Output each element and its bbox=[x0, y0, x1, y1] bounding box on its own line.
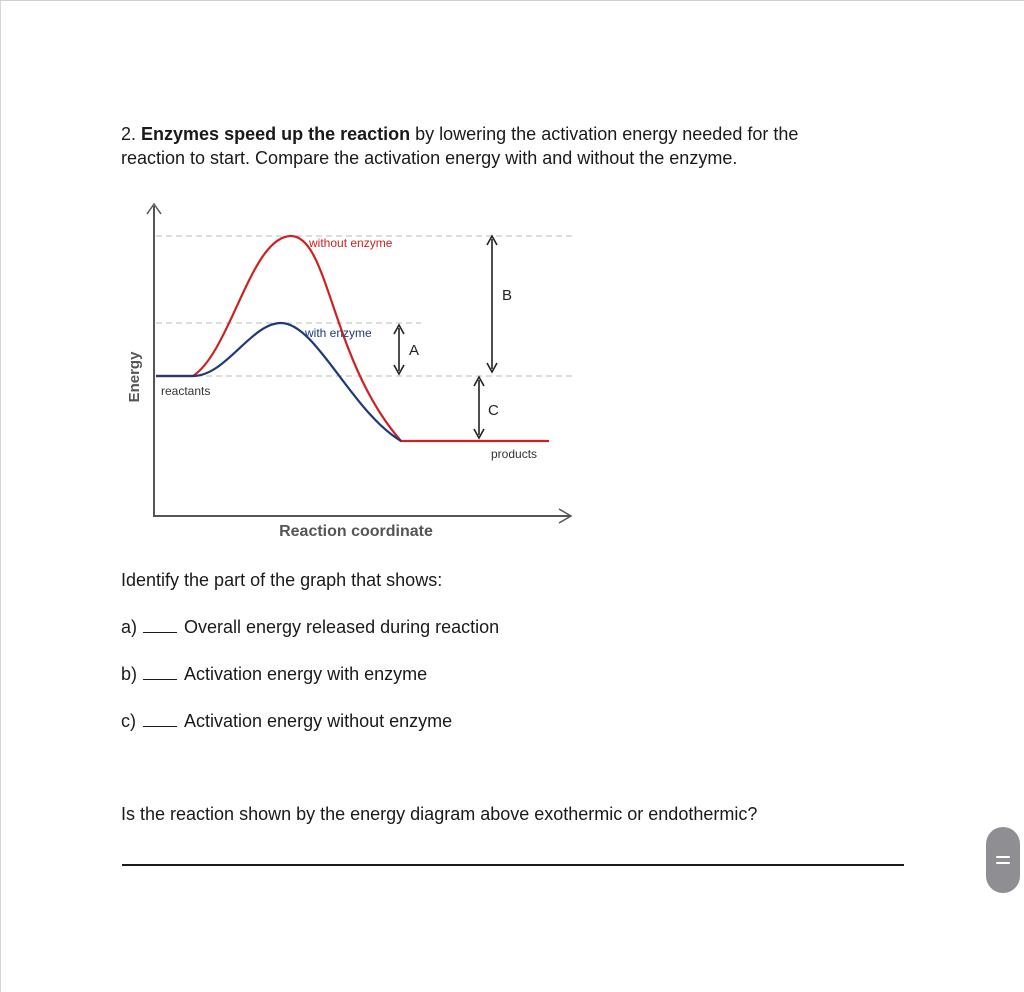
marker-b: B bbox=[502, 287, 513, 304]
marker-c: C bbox=[488, 402, 499, 419]
item-b-text: Activation energy with enzyme bbox=[184, 664, 428, 684]
answer-item-b bbox=[121, 664, 427, 685]
item-a-letter: a) bbox=[121, 617, 138, 637]
marker-a: A bbox=[409, 342, 420, 359]
label-with-enzyme: with enzyme bbox=[305, 326, 372, 340]
item-c-blank[interactable] bbox=[143, 712, 177, 727]
question-2 bbox=[121, 122, 921, 170]
question-text-line1: by lowering the activation energy needed for the bbox=[415, 124, 799, 144]
grip-line-top bbox=[996, 856, 1010, 858]
x-axis-label: Reaction coordinate bbox=[279, 523, 433, 540]
identify-prompt: Identify the part of the graph that shows: bbox=[121, 570, 443, 590]
answer-item-a bbox=[121, 617, 499, 638]
question-text-line2: reaction to start. Compare the activation energy with and without the enzyme. bbox=[121, 148, 738, 168]
question-exo-endo: Is the reaction shown by the energy diagram above exothermic or endothermic? bbox=[121, 804, 758, 824]
curve-with-enzyme bbox=[156, 323, 401, 441]
item-b-blank[interactable] bbox=[143, 665, 177, 680]
grip-line-bottom bbox=[996, 862, 1010, 864]
item-c-letter: c) bbox=[121, 711, 136, 731]
answer-line[interactable] bbox=[122, 864, 904, 866]
question-number: 2. bbox=[121, 124, 137, 144]
answer-item-c bbox=[121, 711, 452, 732]
y-axis-label: Energy bbox=[126, 351, 143, 403]
scroll-handle[interactable] bbox=[986, 827, 1020, 893]
label-reactants: reactants bbox=[161, 384, 211, 398]
question-bold-text: Enzymes speed up the reaction bbox=[141, 124, 411, 144]
label-without-enzyme: without enzyme bbox=[309, 236, 393, 250]
label-products: products bbox=[491, 447, 538, 461]
energy-diagram bbox=[101, 191, 591, 546]
item-b-letter: b) bbox=[121, 664, 138, 684]
item-a-text: Overall energy released during reaction bbox=[184, 617, 500, 637]
item-c-text: Activation energy without enzyme bbox=[184, 711, 453, 731]
item-a-blank[interactable] bbox=[143, 618, 177, 633]
